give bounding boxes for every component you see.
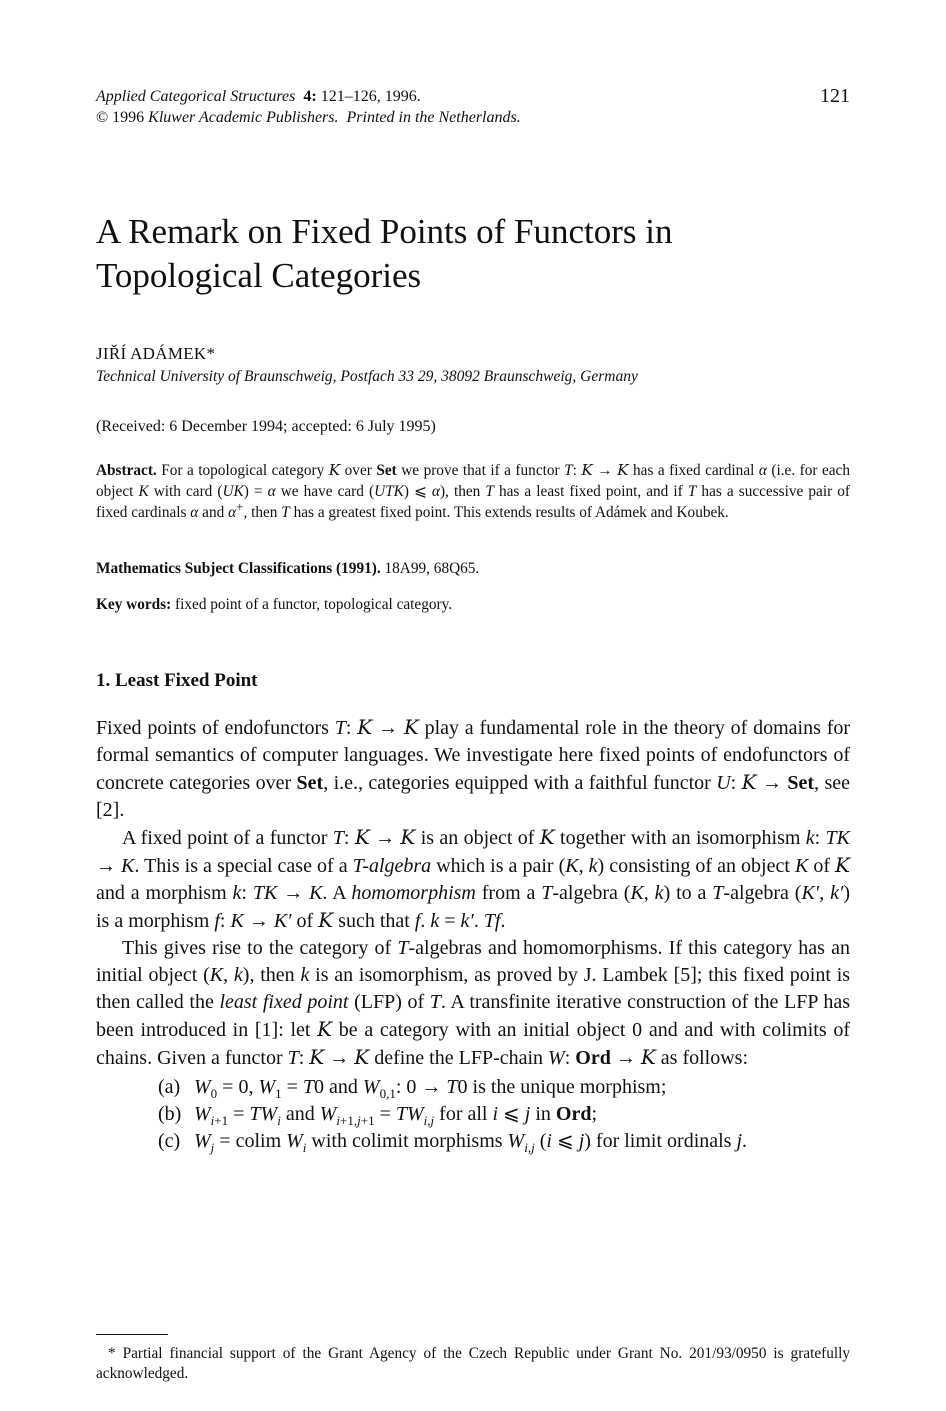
list-label: (b)	[158, 1103, 182, 1125]
list-label: (c)	[158, 1130, 181, 1152]
list-item: (b) $W_{i+1} = TW_i$ and $W_{i+1,j+1} = TW_{i,j}$ for all i ⩽ j in Ord;	[158, 1103, 598, 1128]
page-number: 121	[820, 85, 850, 107]
received-dates: (Received: 6 December 1994; accepted: 6 July 1995)	[96, 418, 436, 435]
section-body	[96, 714, 850, 1155]
list-label: (a)	[158, 1076, 181, 1098]
printed-in: Printed in the Netherlands.	[346, 109, 521, 126]
lfp-chain-list	[158, 1074, 850, 1155]
footnote-rule	[96, 1334, 168, 1335]
journal-pages: 121–126, 1996.	[320, 88, 421, 105]
paragraph-3: This gives rise to the category of T-algebras and homomorphisms. If this category has an initial object (K, k), then k is an isomorphism, as proved by J. Lambek [5]; this fixed point is then called the least fixed point (LFP) of T. A transfinite iterative construction of the LFP has been introduced in [1]: let K be a category with an initial object 0 and and with colimits of chains. Given a functor T: K → K define the LFP-chain W: Ord → K as follows:	[96, 937, 851, 1069]
keywords-label: Key words:	[96, 596, 172, 613]
copyright: © 1996	[96, 109, 145, 126]
section-heading: 1. Least Fixed Point	[96, 670, 258, 691]
abstract: Abstract. For a topological category K over Set we prove that if a functor T: K → K has a fixed cardinal α (i.e. for each object K with card (UK) = α we have card (UTK) ⩽ α), then T has a least fixed point, and if T has a successive pair of fixed cardinals α and α+, then T has a greatest fixed point. This extends results of Adámek and Koubek.	[96, 461, 850, 521]
footnote-mark: *	[108, 1345, 116, 1362]
list-item: (a) $W_0 = 0$, $W_1 = T0$ and $W_{0,1}$: 0 → T0 is the unique morphism;	[158, 1076, 667, 1101]
list-item: (c) $W_j = colim$ $W_i$ with colimit morphisms $W_{i,j}$ (i ⩽ j) for limit ordinals j.	[158, 1130, 748, 1155]
paragraph-1: Fixed points of endofunctors T: K → K play a fundamental role in the theory of domains for formal semantics of computer languages. We investigate here fixed points of endofunctors of concrete categories over Set, i.e., categories equipped with a faithful functor U: K → Set, see [2].	[96, 715, 851, 821]
msc-label: Mathematics Subject Classifications (1991).	[96, 560, 381, 577]
paragraph-2: A fixed point of a functor T: K → K is an object of K together with an isomorphism k: TK → K. This is a special case of a T-algebra which is a pair (K, k) consisting of an object K of K and a morphism k: TK → K. A homomorphism from a T-algebra (K, k) to a T-algebra (K′, k′) is a morphism f: K → K′ of K such that f. k = k′. Tf.	[96, 825, 851, 932]
author-affiliation: Technical University of Braunschweig, Postfach 33 29, 38092 Braunschweig, Germany	[96, 368, 638, 385]
keywords-value: fixed point of a functor, topological category.	[175, 596, 453, 613]
paper-page	[96, 85, 851, 1382]
paper-title: A Remark on Fixed Points of Functors in Topological Categories	[96, 212, 673, 295]
journal-name: Applied Categorical Structures	[96, 88, 296, 105]
msc-classification	[96, 560, 479, 578]
author-name: JIŘÍ ADÁMEK*	[96, 344, 216, 363]
msc-value: 18A99, 68Q65.	[384, 560, 480, 577]
journal-line	[96, 86, 850, 107]
footnote	[96, 1344, 850, 1384]
publisher: Kluwer Academic Publishers.	[148, 109, 339, 126]
keywords	[96, 596, 452, 614]
journal-volume: 4:	[303, 88, 317, 105]
footnote-text: Partial financial support of the Grant Agency of the Czech Republic under Grant No. 201/93/0950 is gratefully acknowledged.	[96, 1345, 851, 1382]
journal-header	[96, 86, 850, 128]
abstract-label: Abstract.	[96, 462, 157, 479]
copyright-line	[96, 107, 850, 128]
